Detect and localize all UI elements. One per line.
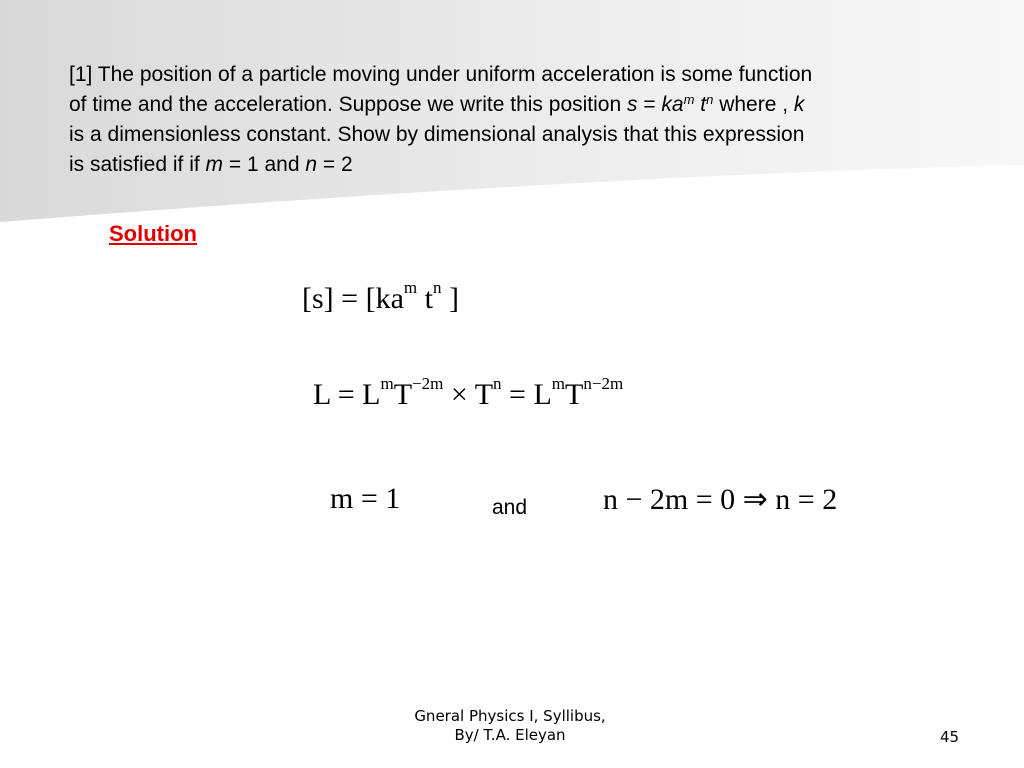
equation-1 [302,278,459,316]
footer-line-1: Gneral Physics I, Syllibus, [414,707,606,725]
problem-statement [69,60,989,180]
footer-credit [405,707,615,745]
eq2-part: L = L [313,378,381,411]
problem-text: is satisfied if if [69,153,206,176]
solution-heading: Solution [109,221,197,246]
equation-4: n − 2m = 0 ⇒ n = 2 [603,483,838,516]
eq2-exp: n [493,374,502,393]
var-t: t [700,93,707,116]
eq2-part: T [565,378,584,411]
problem-line-1: [1] The position of a particle moving under uniform acceleration is some function [69,63,813,86]
eq2-exp: m [380,374,394,393]
problem-text: of time and the acceleration. Suppose we write this position [69,93,627,116]
problem-text: = 1 and [223,153,306,176]
var-n: n [305,153,318,176]
page-number: 45 [940,728,960,746]
footer-line-2: By/ T.A. Eleyan [454,726,566,744]
exp-m: m [683,92,695,107]
var-s: s [626,93,638,116]
eq2-part: T [393,378,413,411]
and-label: and [492,496,528,519]
problem-text: = 2 [317,153,353,176]
problem-line-2 [69,90,989,120]
eq1-t: t [417,282,433,315]
exp-n: n [706,92,714,107]
equals-sign: = [637,93,662,116]
equation-3: m = 1 [330,482,401,515]
eq1-exp-n: n [432,278,442,297]
problem-line-3: is a dimensionless constant. Show by dimensional analysis that this expression [69,123,805,146]
eq1-lhs: [s] = [ka [302,282,404,315]
problem-text: where , [713,93,794,116]
eq2-exp: m [551,374,566,393]
var-ka: ka [661,93,684,116]
var-m: m [205,153,224,176]
eq2-part: = L [501,378,552,411]
eq1-exp-m: m [403,278,418,297]
equation-2 [313,374,624,412]
problem-line-4 [69,150,989,180]
eq2-exp: n−2m [583,374,624,393]
var-k: k [793,93,805,116]
eq2-exp: −2m [412,374,444,393]
eq2-part: × T [443,378,494,411]
eq1-rhs: ] [441,282,459,315]
